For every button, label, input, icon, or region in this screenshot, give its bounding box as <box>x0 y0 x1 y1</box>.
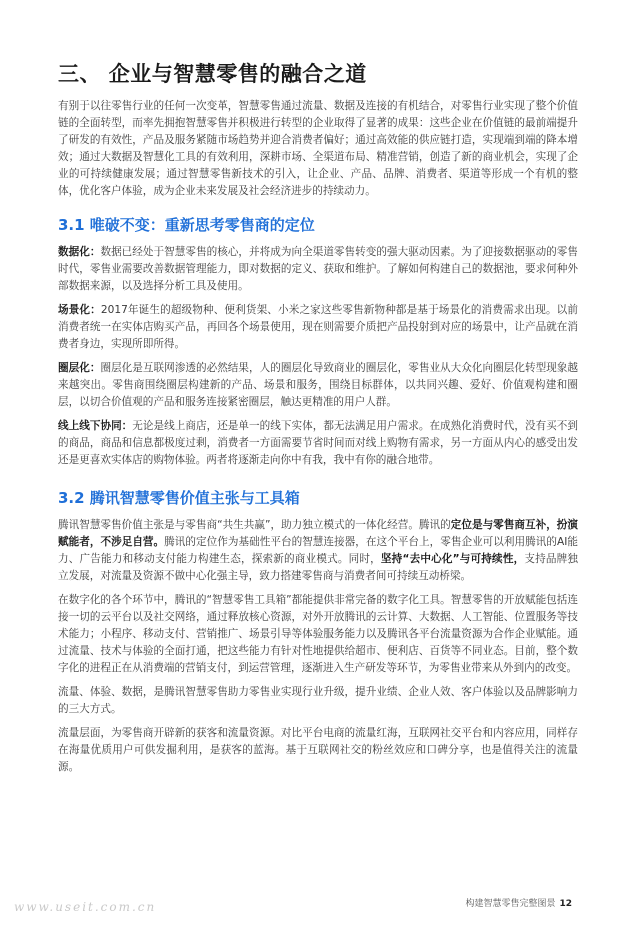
term-digitalization: 数据化： <box>58 246 101 258</box>
term-online-offline: 线上线下协同： <box>58 420 133 432</box>
term-scenario: 场景化： <box>58 304 101 316</box>
emphasis-positioning: 定位是与零售商互补，扮演赋能者，不涉足自营。 <box>58 519 578 548</box>
document-page <box>58 60 578 783</box>
watermark: www.useit.com.cn <box>14 900 157 914</box>
page-footer <box>465 896 572 909</box>
paragraph-online-offline <box>58 418 578 469</box>
paragraph-toolbox: 在数字化的各个环节中，腾讯的“智慧零售工具箱”都能提供非常完备的数字化工具。智慧零售的开放赋能包括连接一切的云平台以及社交网络，通过释放核心资源，对外开放腾讯的云计算、大数据、人工智能、位置服务等技术能力；小程序、移动支付、营销推广、场景引导等体验服务能力以及腾讯各平台流量资源为合作企业赋能。通过流量、技术与体验的全面打通，把这些能力有针对性地提供给超市、便利店、百货等不同业态。目前，整个数字化的进程正在从消费端的营销支付，到运营管理，逐渐进入生产研发等环节，为零售业带来从外到内的改变。 <box>58 594 578 674</box>
term-circle: 圈层化： <box>58 362 101 374</box>
section-3-1-title: 3.1 唯破不变：重新思考零售商的定位 <box>58 216 315 234</box>
text-digitalization: 数据已经处于智慧零售的核心，并将成为向全渠道零售转变的强大驱动因素。为了迎接数据驱动的零售时代，零售业需要改善数据管理能力，即对数据的定义、获取和维护。了解如何构建自己的数据池，要求何种外部数据来源，以及选择分析工具及使用。 <box>58 246 578 292</box>
text-scenario: 2017年诞生的超级物种、便利货架、小米之家这些零售新物种都是基于场景化的消费需求出现。以前消费者统一在实体店购买产品，再回各个场景使用，现在则需要介质把产品投射到对应的场景中，让产品就在消费者身边，实现所即所得。 <box>58 304 578 350</box>
paragraph-value-proposition <box>58 517 578 585</box>
paragraph-digitalization <box>58 244 578 295</box>
footer-title: 构建智慧零售完整图景 <box>465 899 556 909</box>
intro-paragraph: 有别于以往零售行业的任何一次变革，智慧零售通过流量、数据及连接的有机结合，对零售行业实现了整个价值链的全面转型，而率先拥抱智慧零售并积极进行转型的企业取得了显著的成果：这些企业在价值链的最前端提升了研发的有效性，产品及服务紧随市场趋势并迎合消费者偏好；通过高效能的供应链打造，实现端到端的降本增效；通过大数据及智慧化工具的有效利用，深耕市场、全渠道布局、精准营销，创造了新的商业机会，实现了企业的可持续健康发展；通过智慧零售新技术的引入，让企业、产品、品牌、消费者、渠道等形成一个有机的整体，优化客户体验，成为企业未来发展及社会经济进步的持续动力。 <box>58 100 578 197</box>
page-heading: 三、 企业与智慧零售的融合之道 <box>58 62 367 86</box>
paragraph-scenario <box>58 302 578 353</box>
text-circle: 圈层化是互联网渗透的必然结果，人的圈层化导致商业的圈层化，零售业从大众化向圈层化转型现象越来越突出。零售商围绕圈层构建新的产品、场景和服务，围绕目标群体，以共同兴趣、爱好、价值观构建和圈层，以切合价值观的产品和服务连接紧密圈层，触达更精准的用户人群。 <box>58 362 578 408</box>
text-vp-c: 腾讯的定位作为基础性平台的智慧连接器，在这个平台上，零售企业可以利用腾讯的AI能力、广告能力和移动支付能力构建生态，探索新的商业模式。同时， <box>58 536 578 565</box>
text-vp-d: 支持品牌独立发展，对流量及资源不做中心化强主导，致力搭建零售商与消费者间可持续互动桥梁。 <box>58 553 579 582</box>
text-vp-a: 腾讯智慧零售价值主张是与零售商“共生共赢”，助力独立模式的一体化经营。腾讯的 <box>58 519 451 531</box>
text-online-offline: 无论是线上商店，还是单一的线下实体，都无法满足用户需求。在成熟化消费时代，没有买不到的商品，商品和信息都极度过剩，消费者一方面需要节省时间而对线上购物有需求，另一方面从内心的感受出发还是更喜欢实体店的购物体验。两者将逐渐走向你中有我，我中有你的融合地带。 <box>58 420 579 466</box>
paragraph-circle <box>58 360 578 411</box>
paragraph-three-ways: 流量、体验、数据，是腾讯智慧零售助力零售业实现行业升级，提升业绩、企业人效、客户体验以及品牌影响力的三大方式。 <box>58 686 578 715</box>
section-3-2-title: 3.2 腾讯智慧零售价值主张与工具箱 <box>58 489 300 507</box>
paragraph-traffic: 流量层面，为零售商开辟新的获客和流量资源。对比平台电商的流量红海，互联网社交平台和内容应用，同样存在海量优质用户可供发掘利用，是获客的蓝海。基于互联网社交的粉丝效应和口碑分享，也是值得关注的流量源。 <box>58 727 578 773</box>
emphasis-decentralization: 坚持“去中心化”与可持续性， <box>380 553 525 565</box>
page-number: 12 <box>559 899 572 909</box>
